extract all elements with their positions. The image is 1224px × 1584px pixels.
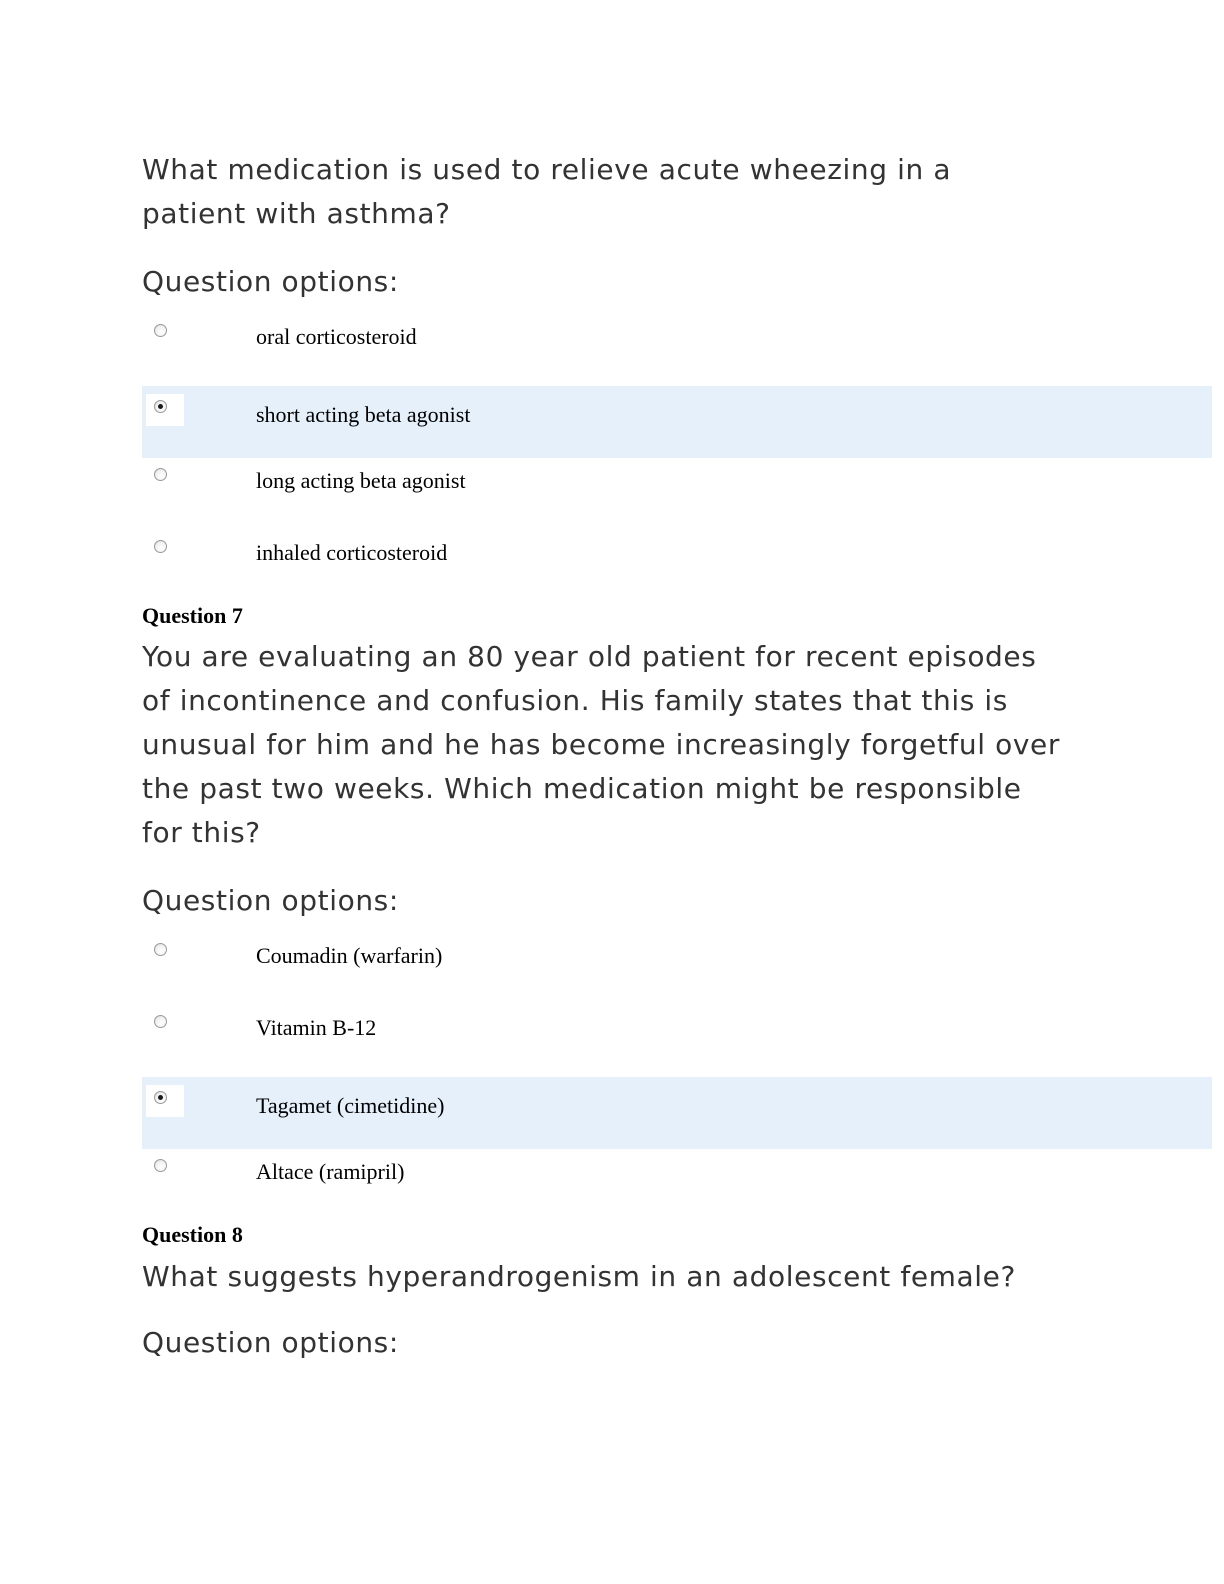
q7-option-1[interactable] xyxy=(142,929,1212,1001)
q6-option-2[interactable] xyxy=(142,386,1212,458)
option-label: short acting beta agonist xyxy=(256,402,471,427)
option-label: long acting beta agonist xyxy=(256,468,466,493)
option-label: oral corticosteroid xyxy=(256,324,417,349)
q7-option-3[interactable] xyxy=(142,1077,1212,1149)
question-8-options-label: Question options: xyxy=(142,1326,399,1359)
option-label: inhaled corticosteroid xyxy=(256,540,448,565)
question-8-text: What suggests hyperandrogenism in an adolescent female? xyxy=(142,1260,1016,1293)
q7-option-4[interactable] xyxy=(142,1145,1212,1217)
question-7-options-label: Question options: xyxy=(142,884,399,917)
q7-option-2[interactable] xyxy=(142,1001,1212,1073)
radio-button[interactable] xyxy=(154,1015,167,1028)
radio-button[interactable] xyxy=(154,1159,167,1172)
q6-option-4[interactable] xyxy=(142,526,1212,598)
radio-button[interactable] xyxy=(154,943,167,956)
option-label: Coumadin (warfarin) xyxy=(256,943,443,968)
q6-option-3[interactable] xyxy=(142,454,1212,526)
q6-option-1[interactable] xyxy=(142,310,1212,382)
radio-button-checked[interactable] xyxy=(154,400,167,413)
option-label: Altace (ramipril) xyxy=(256,1159,405,1184)
radio-button-checked[interactable] xyxy=(154,1091,167,1104)
question-7-number: Question 7 xyxy=(142,603,243,628)
radio-button[interactable] xyxy=(154,468,167,481)
question-7-text: You are evaluating an 80 year old patient for recent episodes of incontinence and confusion. His family states that this is unusual for him and he has become increasingly forgetful over the past two weeks. Which medication might be responsible for this? xyxy=(142,640,1060,849)
question-8-number: Question 8 xyxy=(142,1222,243,1247)
radio-button[interactable] xyxy=(154,324,167,337)
question-6-text: What medication is used to relieve acute wheezing in a patient with asthma? xyxy=(142,153,952,230)
radio-button[interactable] xyxy=(154,540,167,553)
option-label: Tagamet (cimetidine) xyxy=(256,1093,445,1118)
option-label: Vitamin B-12 xyxy=(256,1015,377,1040)
question-6-options-label: Question options: xyxy=(142,265,399,298)
